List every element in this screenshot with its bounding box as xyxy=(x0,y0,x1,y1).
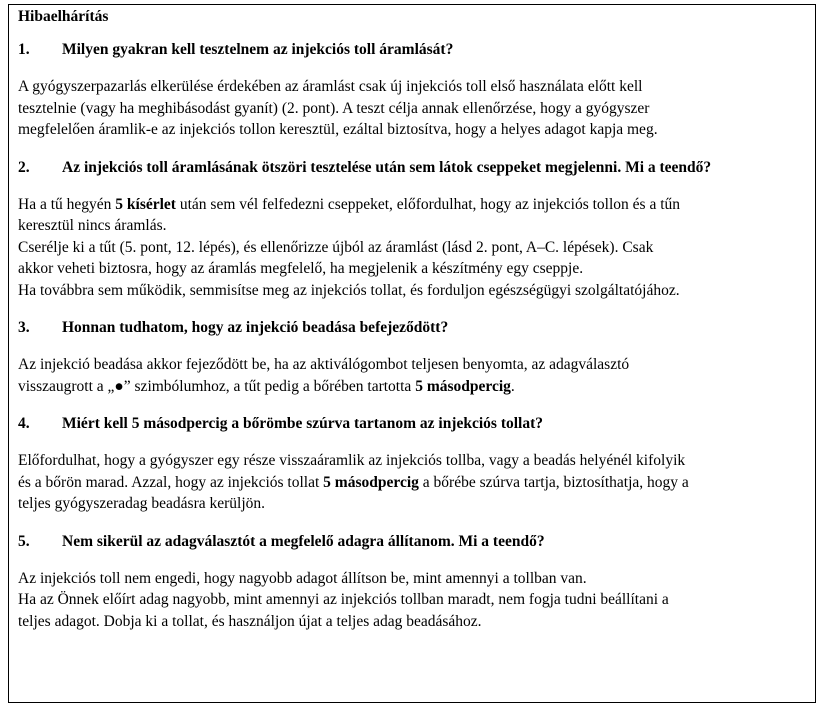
answer-paragraph xyxy=(18,237,807,280)
answer-text: . xyxy=(510,377,515,395)
answer-text: Ha továbbra sem működik, semmisítse meg az injekciós tollat, és forduljon egészségügyi szolgáltatójához. xyxy=(18,281,680,299)
question-number: 2. xyxy=(18,158,30,176)
answer-paragraph xyxy=(18,280,807,302)
question-text: Milyen gyakran kell tesztelnem az injekciós toll áramlását? xyxy=(62,41,454,58)
faq-question xyxy=(18,39,807,60)
answer-text: Ha a tű hegyén xyxy=(18,195,116,213)
question-text: Miért kell 5 másodpercig a bőrömbe szúrva tartanom az injekciós tollat? xyxy=(62,415,543,432)
answer-paragraph xyxy=(18,450,807,515)
answer-text: Cserélje ki a tűt (5. pont, 12. lépés), és ellenőrizze újból az áramlást (lásd 2. pont, A–C. lépések). Csak akkor veheti biztosra, hogy az áramlás megfelelő, ha megjelenik a készítmény egy cseppje. xyxy=(18,238,654,277)
answer-text: után sem vél felfedezni cseppeket, előfordulhat, hogy az injekciós tollon és a tűn keresztül nincs áramlás. xyxy=(18,195,680,234)
faq-question xyxy=(18,413,807,434)
section-spacer xyxy=(18,301,807,317)
document-title: Hibaelhárítás xyxy=(18,8,109,25)
section-spacer xyxy=(18,141,807,157)
answer-paragraph xyxy=(18,76,807,141)
faq-question xyxy=(18,157,807,178)
emphasis-text: 5 másodpercig xyxy=(323,473,419,491)
question-number: 1. xyxy=(18,41,30,58)
troubleshooting-document xyxy=(8,4,816,703)
question-text: Az injekciós toll áramlásának ötszöri tesztelése után sem látok cseppeket megjelenni. Mi a teendő? xyxy=(62,158,712,176)
question-number: 4. xyxy=(18,415,30,432)
answer-text: a bőrébe szúrva tartja, biztosíthatja, hogy a teljes gyógyszeradag beadásra kerüljön. xyxy=(18,473,689,512)
section-spacer xyxy=(18,515,807,531)
answer-text: Az injekciós toll nem engedi, hogy nagyobb adagot állítson be, mint amennyi a tollban van. xyxy=(18,569,587,587)
answer-text: A gyógyszerpazarlás elkerülése érdekében az áramlást csak új injekciós toll első használata előtt kell tesztelnie (vagy ha meghibásodást gyanít) (2. pont). A teszt célja annak ellenőrzése, hogy a gyógyszer megfelelően áramlik-e az injekciós tollon keresztül, ezáltal biztosítva, hogy a helyes adagot kapja meg. xyxy=(18,78,658,138)
answer-paragraph xyxy=(18,568,807,590)
question-number: 3. xyxy=(18,319,30,336)
emphasis-text: 5 másodpercig xyxy=(415,377,511,395)
question-text: Honnan tudhatom, hogy az injekció beadása befejeződött? xyxy=(62,319,449,336)
faq-sections xyxy=(18,39,807,632)
section-spacer xyxy=(18,397,807,413)
answer-text: Az injekció beadása akkor fejeződött be, ha az aktiválógombot teljesen benyomta, az adagválasztó visszaugrott a „●” szimbólumhoz, a tűt pedig a bőrében tartotta xyxy=(18,356,630,395)
faq-question xyxy=(18,531,807,552)
answer-text: Ha az Önnek előírt adag nagyobb, mint amennyi az injekciós tollban maradt, nem fogja tudni beállítani a teljes adagot. Dobja ki a tollat, és használjon újat a teljes adag beadásához. xyxy=(18,591,669,630)
answer-paragraph xyxy=(18,194,807,237)
faq-question xyxy=(18,317,807,338)
question-number: 5. xyxy=(18,532,30,550)
question-text: Nem sikerül az adagválasztót a megfelelő adagra állítanom. Mi a teendő? xyxy=(62,532,545,550)
answer-paragraph xyxy=(18,589,807,632)
answer-text: Előfordulhat, hogy a gyógyszer egy része visszaáramlik az injekciós tollba, vagy a beadás helyénél kifolyik és a bőrön marad. Azzal, hogy az injekciós tollat xyxy=(18,452,686,491)
answer-paragraph xyxy=(18,354,807,397)
emphasis-text: 5 kísérlet xyxy=(115,195,176,213)
